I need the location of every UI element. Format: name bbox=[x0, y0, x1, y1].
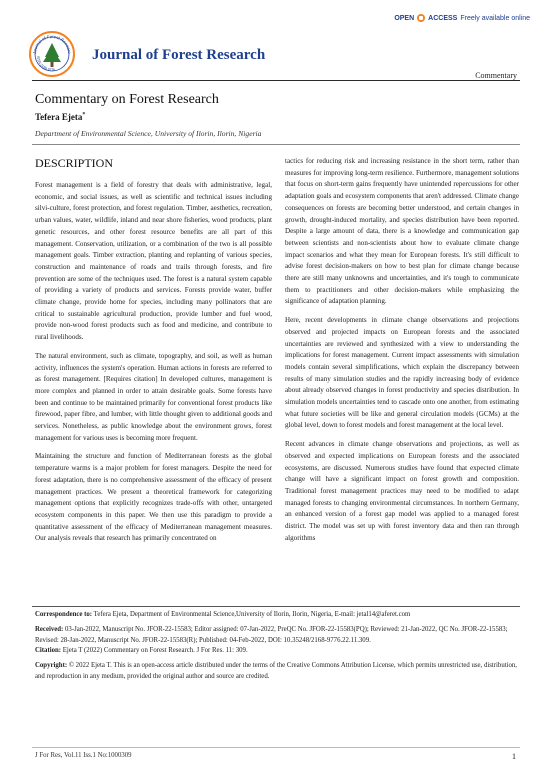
title-divider bbox=[32, 144, 520, 145]
open-access-badge bbox=[394, 14, 530, 22]
correspondence-note: Correspondence to: Tefera Ejeta, Department of Environmental Science,University of Ilorin, Ilorin, Nigeria, E-mail: jetal14@aferet.com bbox=[35, 611, 411, 618]
author-affiliation: Department of Environmental Science, University of Ilorin, Ilorin, Nigeria bbox=[35, 129, 262, 138]
paragraph: Recent advances in climate change observations and projections, as well as observed and expected implications on European forests and the associated ecosystems, are discussed. Numerous studies have found that expected climate change will have a significant impact on forest growth and composition. Traditional forest management practices may need to be modified to adapt managed forests to changing environmental circumstances. In northern Germany, an enhanced version of a forest gap model was applied to a managed forest district. The model was set up with forest inventory data and then ran through algorithms bbox=[285, 440, 519, 542]
svg-text:ISSN 2168-9776: ISSN 2168-9776 bbox=[35, 55, 56, 73]
footer-divider bbox=[32, 606, 520, 607]
journal-reference: J For Res, Vol.11 Iss.1 No:1000309 bbox=[35, 752, 132, 759]
paragraph: Forest management is a field of forestry that deals with administrative, legal, economic, and social issues, as well as scientific and technical issues including silvi-culture, forest protection, and forest regulation. Timber, aesthetics, recreation, urban values, water, wildlife, inland and near shore fisheries, wood products, plant genetic resources, and other forest resource benefits are all part of this management. Conservation, utilization, or a combination of the two is all possible management goals. Timber extraction, planting and replanting of various species, construction and maintenance of roads and trails through forests, and fire prevention are some of the techniques used. The forest is a natural system capable of providing a variety of products and services. Forests provide water, buffer climate change, provide home for species, including many pollinators that are critical to sustainable agricultural production, provide lumber and fuel wood, provide non-wood forest products such as food and medicine, and contribute to rural livelihoods. bbox=[35, 181, 272, 342]
article-title: Commentary on Forest Research bbox=[35, 92, 219, 107]
header-divider bbox=[32, 80, 520, 81]
svg-text:Journal of Forest Research: Journal of Forest Researc bbox=[31, 33, 73, 55]
section-heading: DESCRIPTION bbox=[35, 156, 114, 170]
paragraph: tactics for reducing risk and increasing resistance in the short term, rather than measures for improving long-term resilience. Furthermore, management solutions that focus on short-term gains frequently have unintended repercussions for other adaptation goals and ecosystem components that aren't addressed. Climate change consequences on forests are becoming better understood, and certain changes in growth, drought-induced mortality, and species distribution have been reported. Despite a large amount of data, there is a knowledge and communication gap between scientists and non-scientists about how to evaluate climate change impact scenarios and what they mean for European forests. It's still difficult to advise forest decision-makers on how to best plan for climate change because there are still many unknowns and uncertainties, and it's tough to communicate them to practitioners and other decision-makers while emphasizing the significance of adaptation planning. bbox=[285, 157, 519, 306]
paragraph: The natural environment, such as climate, topography, and soil, as well as human activity, influences the system's operation. Human actions in forests are referred to as forest management. [Requires citation] In developed cultures, management is more complex and planned in order to attain desirable goals. Some forests have been and continue to be maintained primarily for conventional forest products like firewood, paper fibre, and lumber, with little thought given to additional goods and services. Nonetheless, as public knowledge about the environment grows, forest management for various uses is becoming more frequent. bbox=[35, 351, 272, 442]
left-column bbox=[35, 180, 272, 602]
copyright-note: Copyright: © 2022 Ejeta T. This is an open-access article distributed under the terms of the Creative Commons Attribution License, which permits unrestricted use, distribution, and reproduction in any medium, provided the original author and source are credited. bbox=[35, 662, 517, 680]
citation-note: Citation: Ejeta T (2022) Commentary on Forest Research. J For Res. 11: 309. bbox=[35, 647, 248, 654]
paragraph: Here, recent developments in climate change observations and projections observed and projected impacts on European forests and the associated uncertainties are reviewed and synthesized with a view to understanding the implications for forest management. Current impact assessments with simulation models contain several simplifications, which explain the discrepancy between results of many simulation studies and the rapidly increasing body of evidence about already observed changes in forest productivity and species distribution. In simulation models uncertainties tend to cascade onto one another, from estimating what future societies will be like and general circulation models (GCMs) at the global level, down to forest models and forest management at the local level. bbox=[285, 316, 519, 430]
article-type: Commentary bbox=[475, 71, 517, 80]
open-lock-icon bbox=[417, 14, 425, 22]
freely-available-label: Freely available online bbox=[460, 14, 530, 22]
journal-logo bbox=[28, 30, 76, 78]
author-name: Tefera Ejeta* bbox=[35, 112, 86, 122]
page-footer-divider bbox=[32, 747, 520, 748]
paragraph: Maintaining the structure and function of Mediterranean forests as the global temperature warms is a major problem for forest managers. Despite the need for forest adaptation, there is no comprehensive assessment of the efficacy of present management practices. We present a theoretical framework for categorizing management options that explicitly recognizes trade-offs with other, untargeted ecosystem components in this paper. We then use this paradigm to provide a quantitative assessment of the efficacy of Mediterranean management measures. Our analysis reveals that research has primarily concentrated on bbox=[35, 452, 272, 543]
open-access-label: OPEN bbox=[394, 14, 415, 22]
received-dates: Received: 03-Jan-2022, Manuscript No. JFOR-22-15583; Editor assigned: 07-Jan-2022, PreQC No. JFOR-22-15583(PQ); Reviewed: 21-Jan-2022, QC No. JFOR-22-15583; Revised: 28-Jan-2022, Manuscript No. JFOR-22-15583(R); Published: 04-Feb-2022, DOI: 10.35248/2168-9776.22.11.309. bbox=[35, 626, 508, 644]
journal-title: Journal of Forest Research bbox=[92, 47, 266, 63]
page-number: 1 bbox=[512, 752, 516, 761]
access-label: ACCESS bbox=[428, 14, 458, 22]
right-column bbox=[285, 156, 519, 604]
